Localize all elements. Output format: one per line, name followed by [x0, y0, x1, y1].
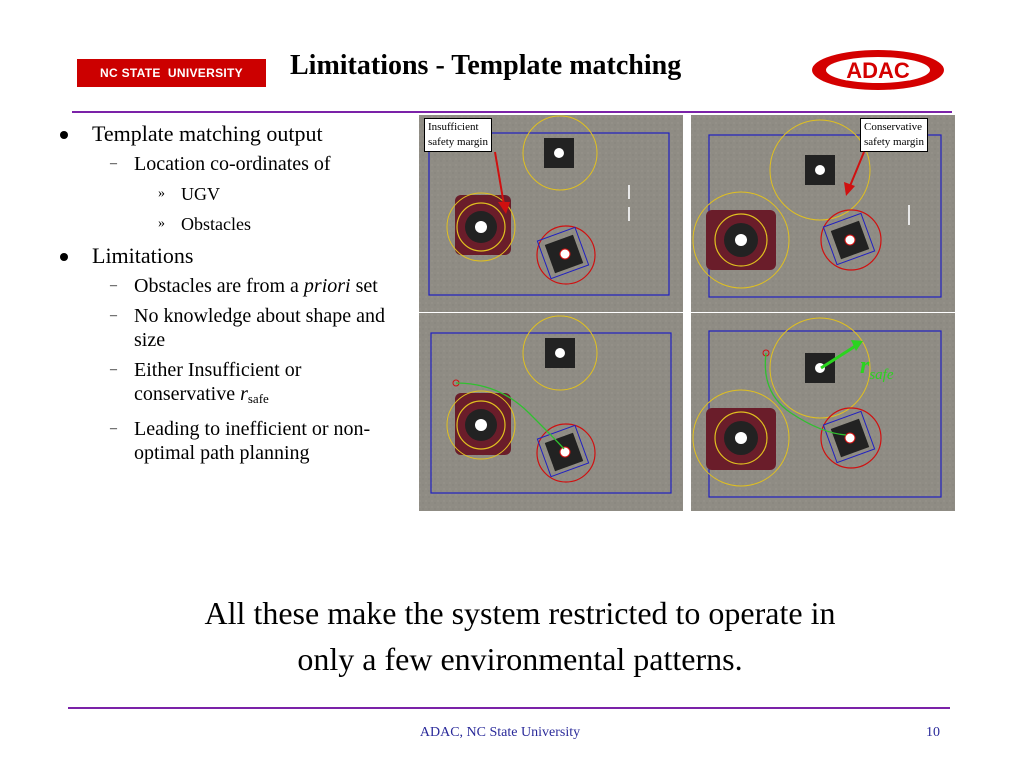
- safe-subscript: safe: [247, 391, 269, 406]
- bullet-item: [60, 242, 400, 270]
- bullet-item: [60, 120, 400, 148]
- dash-marker: –: [110, 278, 117, 293]
- bullet-list: [60, 120, 400, 471]
- callout-text: safety margin: [428, 136, 488, 148]
- r-variable: r: [860, 353, 870, 379]
- callout-arrow-left: [490, 150, 520, 220]
- callout-arrow-right: [840, 150, 870, 200]
- sub-bullet-text: No knowledge about shape and size: [134, 305, 386, 351]
- footer-divider: [68, 707, 950, 709]
- sub-bullet-item: [60, 304, 400, 352]
- sub-bullet-text: Leading to inefficient or non-optimal path planning: [134, 418, 371, 464]
- bullet-text: Limitations: [92, 243, 194, 268]
- bullet-text: Template matching output: [92, 121, 323, 146]
- sub-bullet-text: Location co-ordinates of: [134, 153, 331, 175]
- sub-bullet-text: Either Insufficient or conservative: [134, 359, 302, 405]
- sub-sub-bullet-text: Obstacles: [181, 214, 251, 234]
- ncsu-logo-text: NC STATE UNIVERSITY: [100, 66, 243, 80]
- sub-sub-bullet-text: UGV: [181, 184, 220, 204]
- sub-bullet-text: set: [350, 275, 378, 297]
- sub-bullet-item: [60, 152, 400, 176]
- sub-sub-bullet-item: [60, 182, 400, 206]
- adac-logo-text: ADAC: [846, 58, 910, 83]
- r-variable: r: [240, 383, 248, 405]
- conclusion-line: only a few environmental patterns.: [297, 641, 743, 677]
- dash-marker: –: [110, 421, 117, 436]
- arena-photo-bottom-right: [691, 313, 955, 511]
- raquo-marker: »: [158, 186, 165, 201]
- r-safe-label: [860, 353, 894, 384]
- sub-bullet-text: Obstacles are from a: [134, 275, 304, 297]
- sub-bullet-emphasis: priori: [303, 275, 351, 297]
- conclusion-line: All these make the system restricted to operate in: [204, 595, 836, 631]
- sub-bullet-item: [60, 417, 400, 465]
- sub-bullet-item: [60, 274, 400, 298]
- footer-org: ADAC, NC State University: [419, 725, 581, 740]
- sub-sub-bullet-item: [60, 212, 400, 236]
- sub-bullet-item: [60, 358, 400, 411]
- slide-title: Limitations - Template matching: [290, 50, 682, 81]
- dash-marker: –: [110, 156, 117, 171]
- callout-text: Conservative: [864, 121, 923, 133]
- callout-text: Insufficient: [428, 121, 479, 133]
- callout-text: safety margin: [864, 136, 924, 148]
- callout-conservative: [860, 118, 928, 152]
- conclusion-text: [100, 590, 940, 682]
- page-number: 10: [926, 725, 940, 740]
- bullet-dot: [60, 253, 68, 261]
- dash-marker: –: [110, 362, 117, 377]
- safe-subscript: safe: [869, 367, 894, 383]
- arena-photo-bottom-left: [419, 313, 683, 511]
- ncsu-logo: [77, 59, 266, 87]
- bullet-dot: [60, 131, 68, 139]
- callout-insufficient: [424, 118, 492, 152]
- header-divider: [72, 111, 952, 113]
- raquo-marker: »: [158, 216, 165, 231]
- dash-marker: –: [110, 308, 117, 323]
- adac-logo: [810, 48, 946, 92]
